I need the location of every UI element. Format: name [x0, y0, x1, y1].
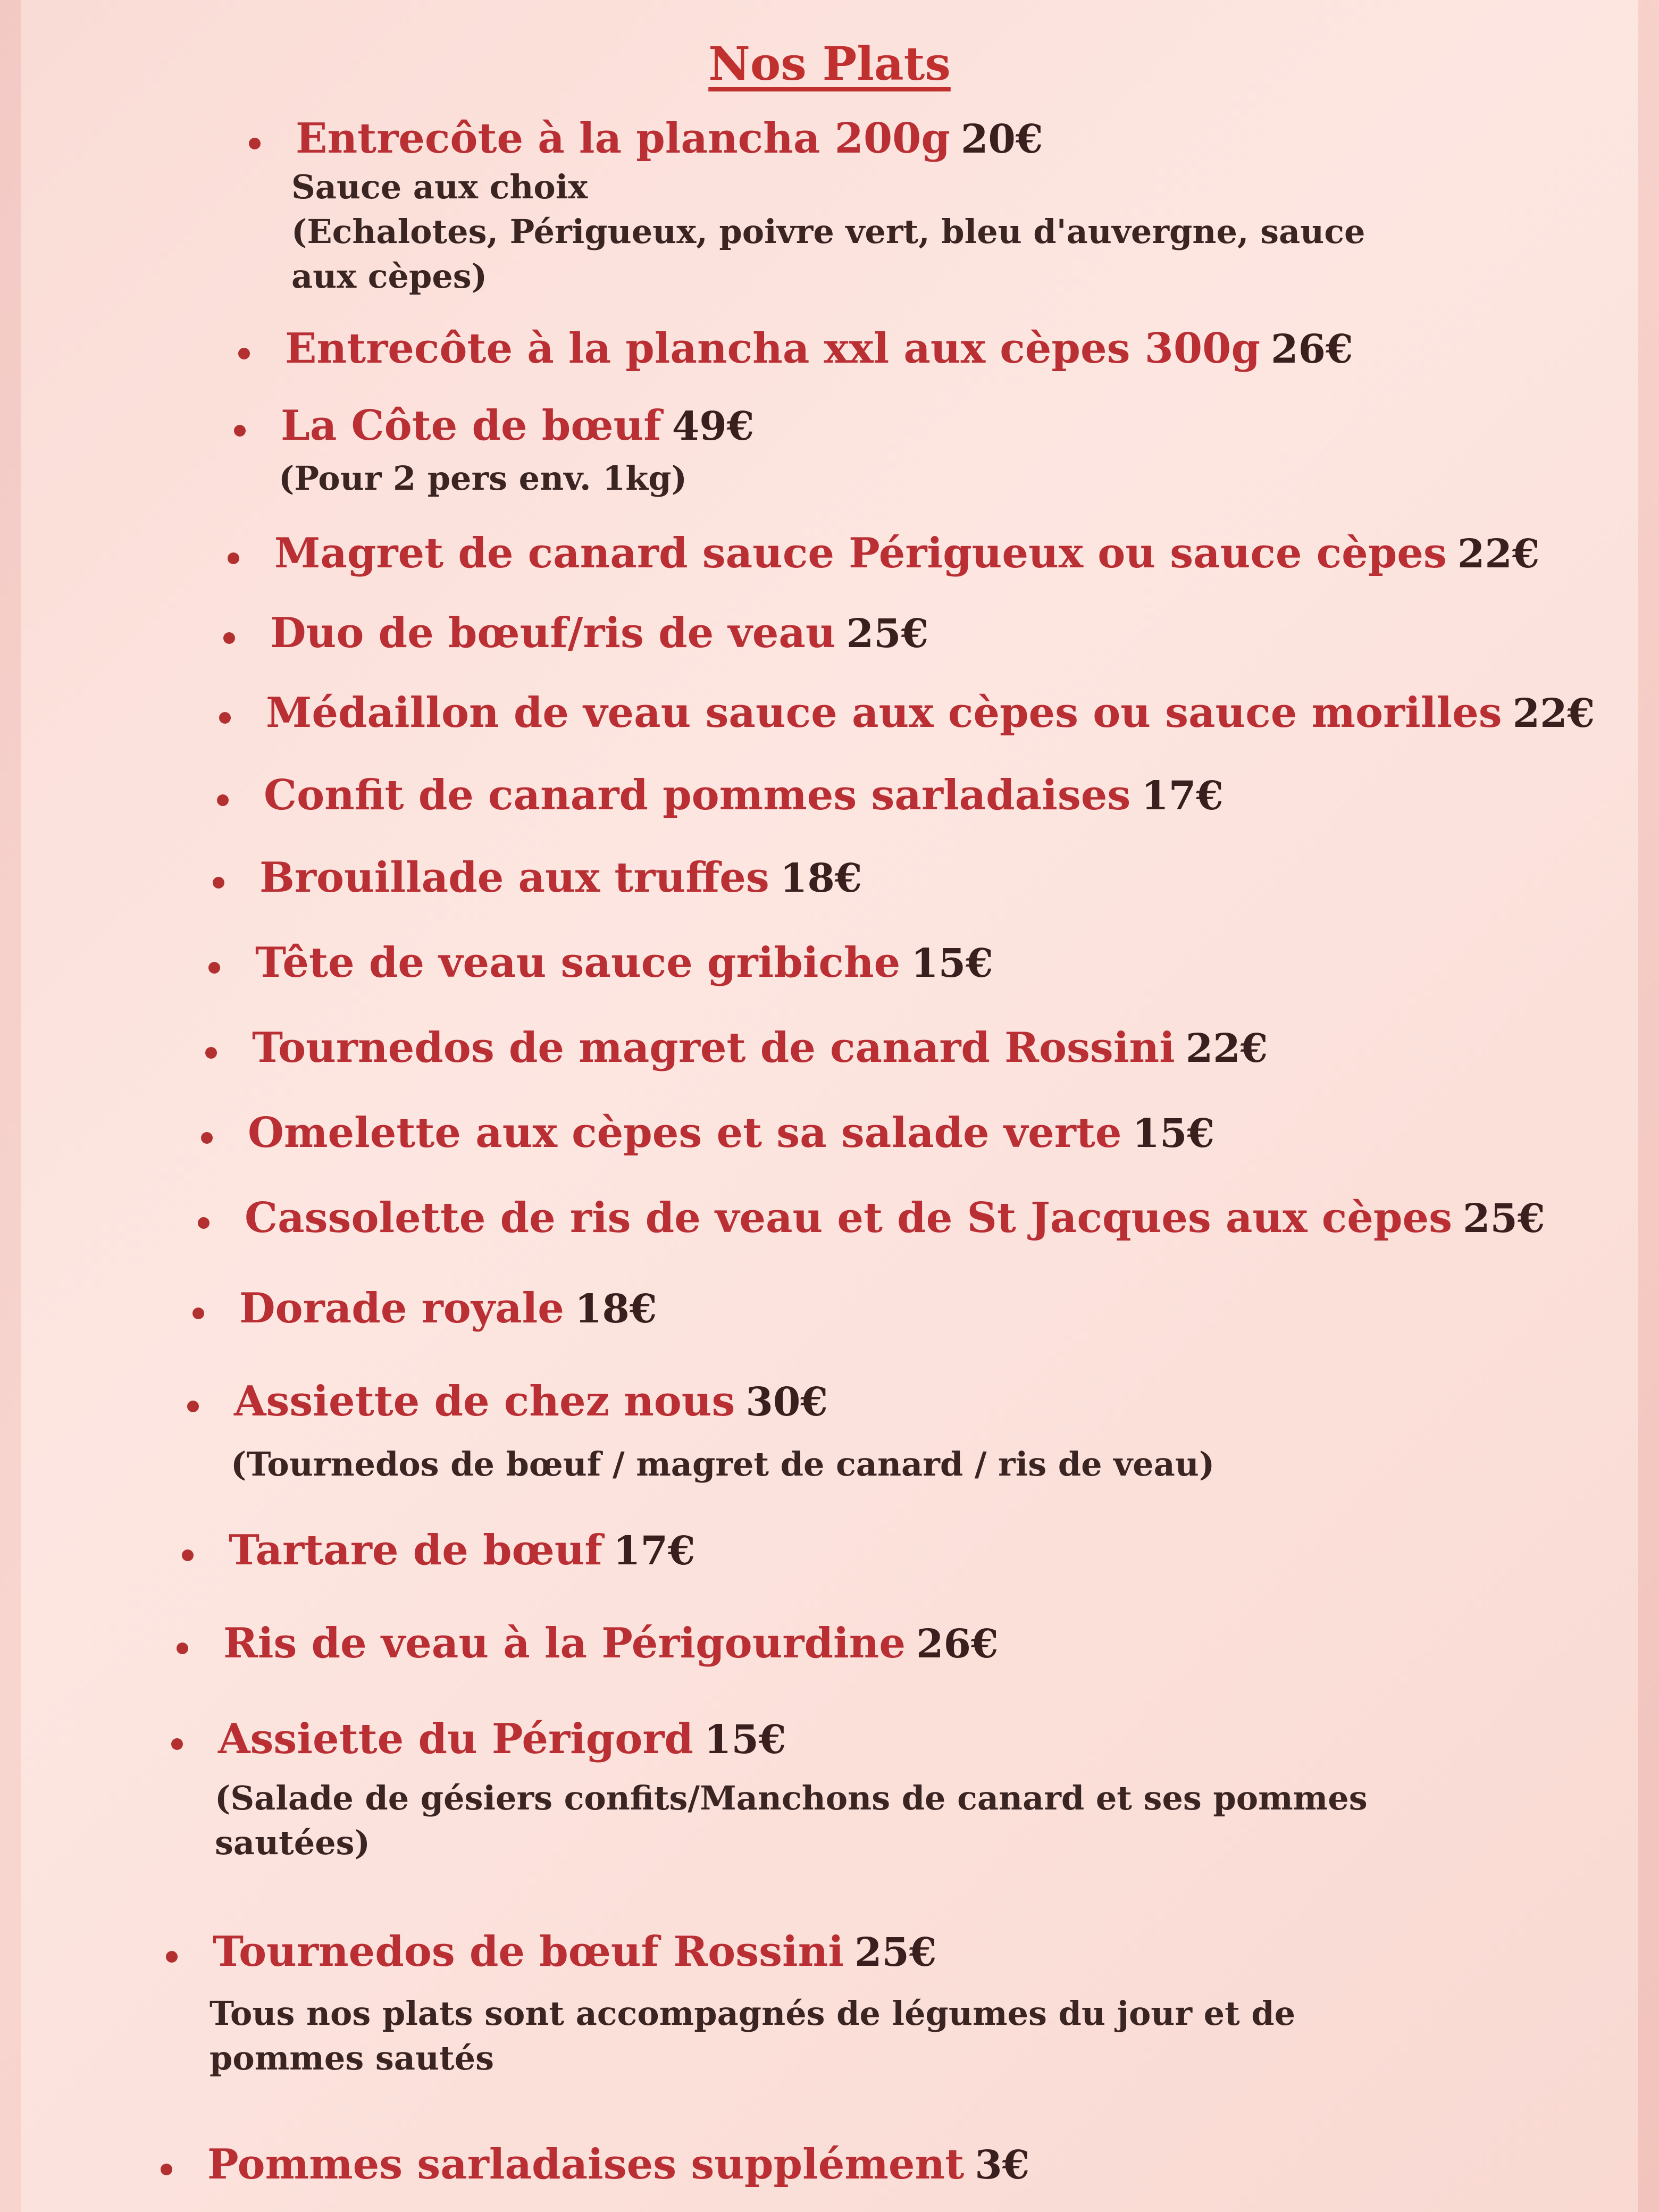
menu-item — [248, 1109, 1214, 1157]
dish-price: 25€ — [1463, 1196, 1545, 1242]
menu-item — [252, 1024, 1268, 1072]
menu-item — [259, 853, 862, 902]
bullet-icon — [208, 962, 220, 974]
menu-title: Nos Plats — [708, 37, 951, 91]
dish-name: Assiette du Périgord — [218, 1715, 693, 1763]
dish-price: 22€ — [1457, 531, 1540, 577]
dish-price: 15€ — [703, 1717, 786, 1763]
dish-note: (Pour 2 pers env. 1kg) — [279, 459, 687, 498]
dish-name: Médaillon de veau sauce aux cèpes ou sauce morilles — [266, 689, 1502, 737]
dish-price: 18€ — [780, 856, 862, 901]
dish-price: 15€ — [1132, 1111, 1214, 1157]
dish-price: 25€ — [846, 611, 929, 657]
dish-name: Assiette de chez nous — [234, 1377, 735, 1426]
dish-price: 3€ — [975, 2142, 1030, 2188]
dish-name: Confit de canard pommes sarladaises — [264, 771, 1131, 819]
bullet-icon — [171, 1738, 183, 1750]
dish-price: 26€ — [1271, 326, 1353, 372]
bullet-icon — [205, 1047, 217, 1059]
dish-name: Dorade royale — [239, 1284, 564, 1333]
bullet-icon — [187, 1401, 199, 1412]
dish-price: 25€ — [854, 1930, 937, 1975]
bullet-icon — [192, 1308, 204, 1319]
menu-item — [223, 1619, 998, 1668]
dish-price: 20€ — [960, 116, 1043, 162]
bullet-icon — [217, 794, 229, 806]
bullet-icon — [166, 1951, 178, 1963]
menu-item — [270, 609, 928, 657]
dish-note: Sauce aux choix (Echalotes, Périgueux, poivre vert, bleu d'auvergne, sauce aux cèpes) — [291, 167, 1365, 296]
menu-item — [229, 1526, 695, 1574]
menu-item — [207, 2140, 1029, 2189]
dish-price: 22€ — [1185, 1026, 1268, 1071]
bullet-icon — [213, 877, 224, 889]
dish-name: Tournedos de bœuf Rossini — [213, 1928, 844, 1976]
menu-item — [274, 529, 1539, 577]
dish-name: Cassolette de ris de veau et de St Jacques aux cèpes — [245, 1194, 1452, 1242]
dish-price: 26€ — [916, 1621, 999, 1667]
bullet-icon — [228, 552, 239, 564]
bullet-icon — [223, 632, 235, 644]
dish-price: 49€ — [672, 404, 755, 449]
dish-price: 17€ — [613, 1528, 696, 1574]
menu-item — [239, 1284, 657, 1333]
bullet-icon — [198, 1217, 210, 1229]
bullet-icon — [177, 1643, 188, 1654]
dish-price: 18€ — [574, 1286, 657, 1332]
bullet-icon — [234, 425, 246, 437]
dish-name: Omelette aux cèpes et sa salade verte — [248, 1109, 1122, 1157]
dish-name: Brouillade aux truffes — [259, 853, 769, 902]
menu-item — [266, 689, 1595, 737]
bullet-icon — [219, 712, 231, 724]
dish-name: Pommes sarladaises supplément — [207, 2140, 965, 2189]
dish-note: Tous nos plats sont accompagnés de légumes du jour et de pommes sautés — [210, 1994, 1296, 2077]
dish-price: 17€ — [1141, 773, 1224, 819]
dish-name: Entrecôte à la plancha 200g — [296, 114, 950, 163]
dish-note: (Tournedos de bœuf / magret de canard / ris de veau) — [231, 1445, 1215, 1484]
menu-item — [285, 324, 1353, 373]
dish-note: (Salade de gésiers confits/Manchons de canard et ses pommes sautées) — [215, 1779, 1368, 1862]
dish-price: 15€ — [911, 941, 993, 986]
bullet-icon — [249, 138, 261, 149]
menu-item — [234, 1377, 828, 1426]
bullet-icon — [182, 1549, 194, 1561]
dish-price: 22€ — [1512, 691, 1595, 736]
menu-item — [213, 1928, 936, 1976]
menu-item — [255, 939, 993, 987]
dish-name: La Côte de bœuf — [281, 401, 661, 450]
dish-name: Tournedos de magret de canard Rossini — [252, 1024, 1175, 1072]
menu-item — [245, 1194, 1545, 1242]
dish-name: Tartare de bœuf — [229, 1526, 602, 1574]
menu-item — [264, 771, 1224, 819]
menu-item — [281, 401, 754, 450]
menu-item — [296, 114, 1043, 163]
dish-price: 30€ — [745, 1379, 828, 1425]
dish-name: Duo de bœuf/ris de veau — [270, 609, 836, 657]
bullet-icon — [201, 1132, 213, 1144]
dish-name: Entrecôte à la plancha xxl aux cèpes 300g — [285, 324, 1260, 373]
menu-item — [218, 1715, 786, 1763]
bullet-icon — [238, 348, 250, 359]
dish-name: Magret de canard sauce Périgueux ou sauce cèpes — [274, 529, 1447, 577]
bullet-icon — [161, 2164, 172, 2175]
dish-name: Tête de veau sauce gribiche — [255, 939, 901, 987]
dish-name: Ris de veau à la Périgourdine — [223, 1619, 906, 1668]
